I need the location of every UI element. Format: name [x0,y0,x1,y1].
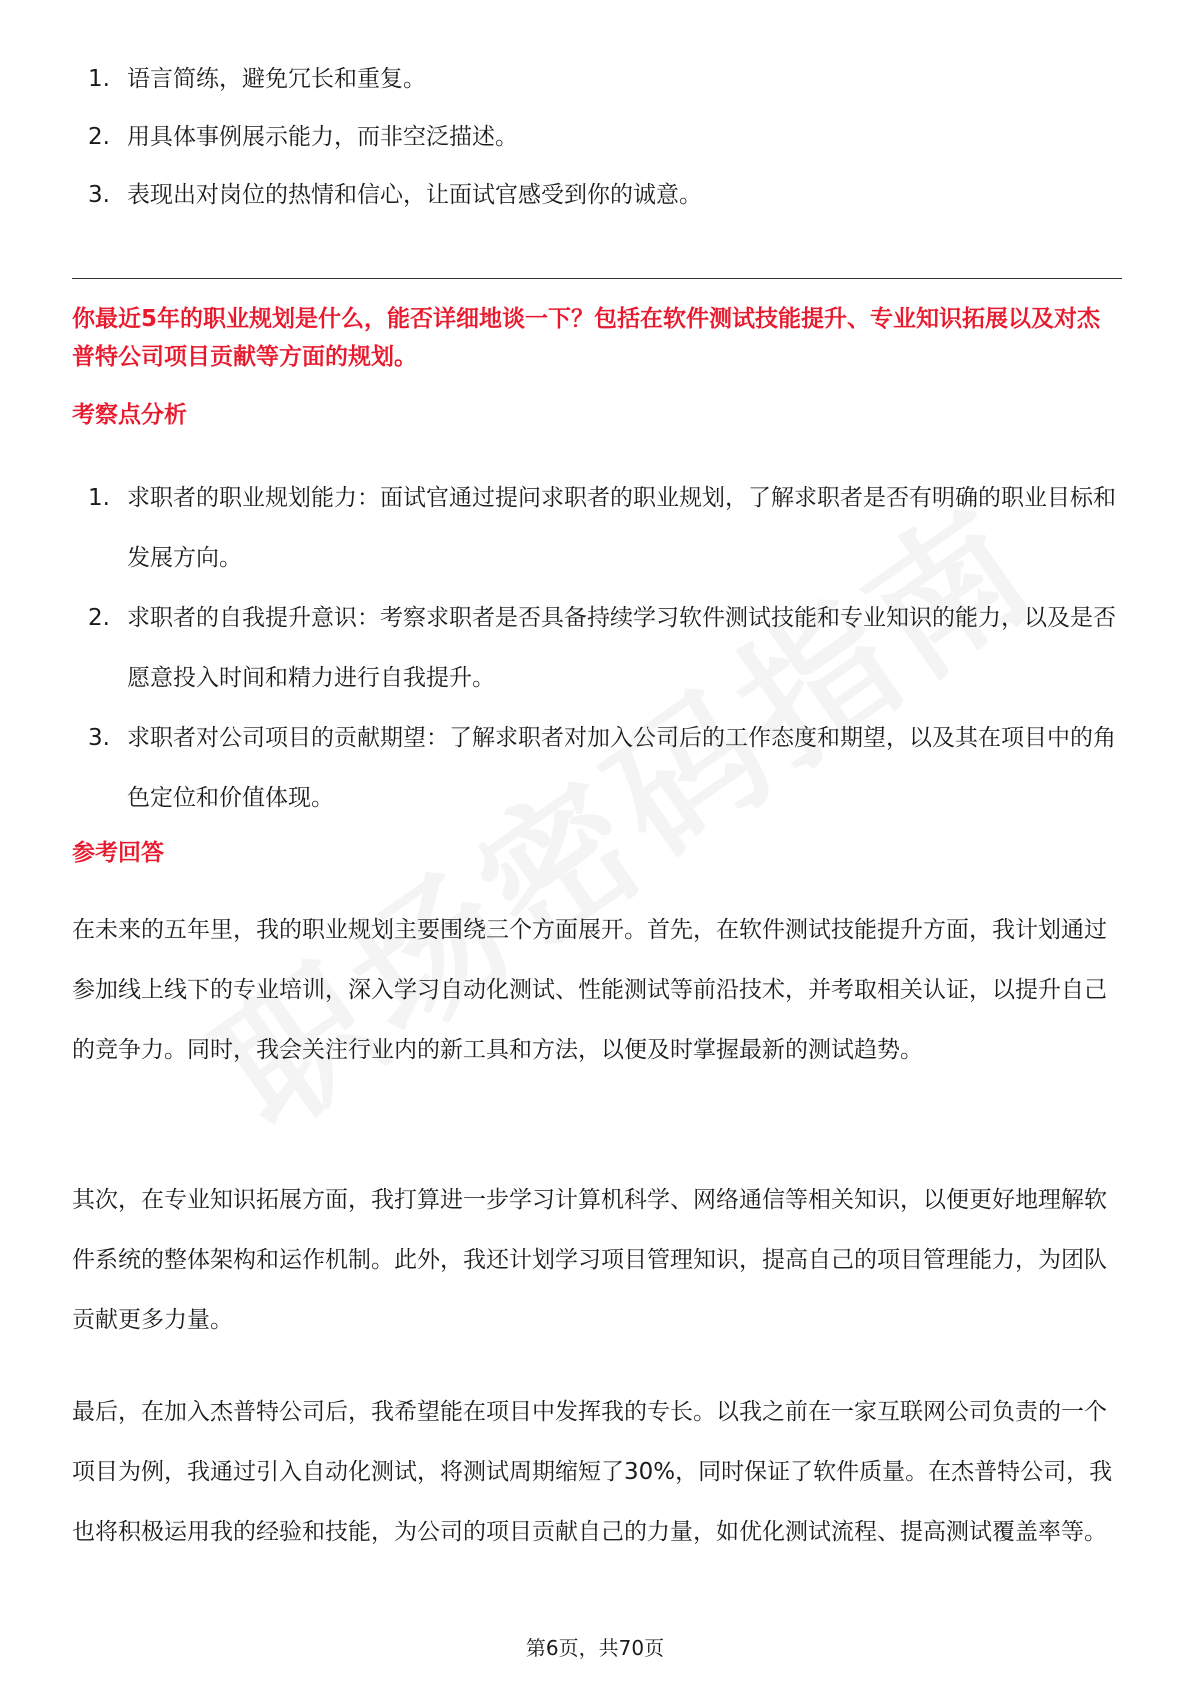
list-item [72,60,1122,98]
list-item [72,708,1122,828]
list-item [72,176,1122,214]
answer-paragraph: 最后，在加入杰普特公司后，我希望能在项目中发挥我的专长。以我之前在一家互联网公司负责的一个项目为例，我通过引入自动化测试，将测试周期缩短了30%，同时保证了软件质量。在杰普特公司，我也将积极运用我的经验和技能，为公司的项目贡献自己的力量，如优化测试流程、提高测试覆盖率等。 [72,1399,1113,1545]
list-item [72,468,1122,588]
list-number: 2. [88,124,110,150]
list-text: 求职者的自我提升意识：考察求职者是否具备持续学习软件测试技能和专业知识的能力，以及是否愿意投入时间和精力进行自我提升。 [127,605,1116,691]
list-number: 3. [88,182,110,208]
list-text: 表现出对岗位的热情和信心，让面试官感受到你的诚意。 [127,182,702,208]
tips-list [72,60,1122,214]
answer-heading: 参考回答 [72,840,164,866]
list-text: 求职者对公司项目的贡献期望：了解求职者对加入公司后的工作态度和期望，以及其在项目中的角色定位和价值体现。 [127,725,1116,811]
page-number: 第6页，共70页 [525,1636,665,1660]
analysis-heading: 考察点分析 [72,402,187,428]
list-text: 用具体事例展示能力，而非空泛描述。 [127,124,518,150]
list-text: 语言简练，避免冗长和重复。 [127,66,426,92]
interview-question: 你最近5年的职业规划是什么，能否详细地谈一下？包括在软件测试技能提升、专业知识拓展以及对杰普特公司项目贡献等方面的规划。 [72,306,1101,370]
list-text: 求职者的职业规划能力：面试官通过提问求职者的职业规划，了解求职者是否有明确的职业目标和发展方向。 [127,485,1116,571]
list-item [72,118,1122,156]
analysis-list [72,468,1122,828]
section-divider [72,278,1122,279]
list-number: 2. [88,605,110,631]
list-number: 1. [88,66,110,92]
list-number: 1. [88,485,110,511]
answer-paragraph: 在未来的五年里，我的职业规划主要围绕三个方面展开。首先，在软件测试技能提升方面，我计划通过参加线上线下的专业培训，深入学习自动化测试、性能测试等前沿技术，并考取相关认证，以提升自己的竞争力。同时，我会关注行业内的新工具和方法，以便及时掌握最新的测试趋势。 [72,917,1107,1063]
list-item [72,588,1122,708]
answer-paragraph: 其次，在专业知识拓展方面，我打算进一步学习计算机科学、网络通信等相关知识，以便更好地理解软件系统的整体架构和运作机制。此外，我还计划学习项目管理知识，提高自己的项目管理能力，为团队贡献更多力量。 [72,1187,1107,1333]
list-number: 3. [88,725,110,751]
